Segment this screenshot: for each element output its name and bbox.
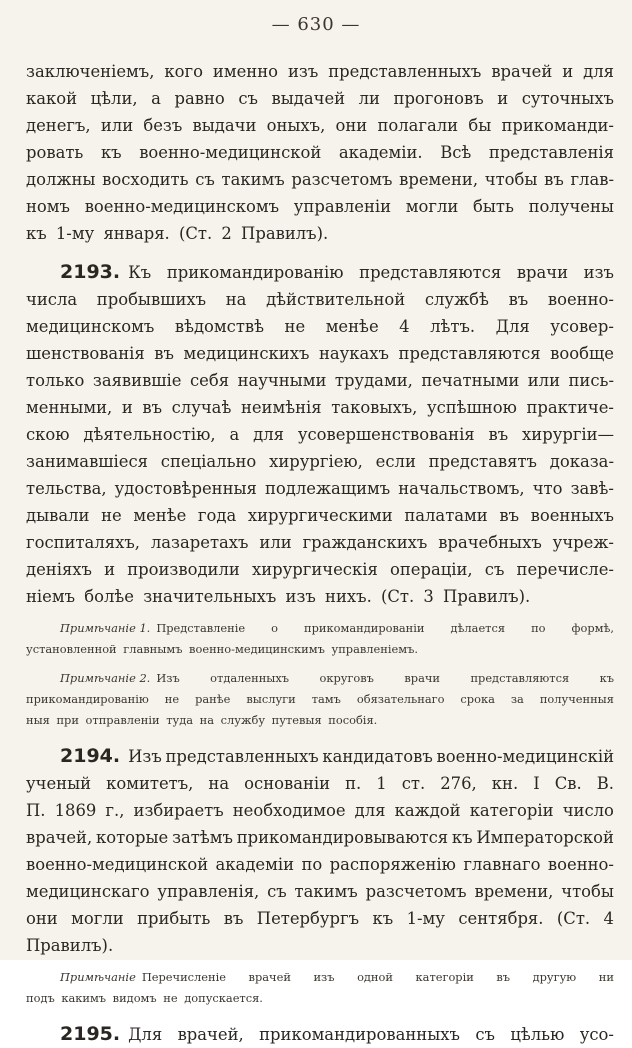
text-line: къ 1-му января. (Ст. 2 Правилъ). <box>26 224 329 243</box>
note-first-line: Примѣчаніе 1. Представленіе о прикомандированіи дѣлается по формѣ, <box>60 621 614 635</box>
text-line: медицинскомъ вѣдомствѣ не менѣе 4 лѣтъ. Для усовер- <box>26 317 614 336</box>
text-line: ученый комитетъ, на основаніи п. 1 ст. 276, кн. I Св. В. <box>26 774 614 793</box>
article-first-line: 2195. Для врачей, прикомандированныхъ съ цѣлью усо- <box>60 1023 614 1045</box>
text-line: числа пробывшихъ на дѣйствительной службѣ въ военно- <box>26 290 614 309</box>
note-1 <box>26 618 614 660</box>
article-first-line: 2194. Изъ представленныхъ кандидатовъ военно-медицинскій <box>60 745 614 767</box>
article-2193 <box>26 259 614 610</box>
text-line: ніемъ болѣе значительныхъ изъ нихъ. (Ст. 3 Правилъ). <box>26 587 531 606</box>
article-number: 2194. <box>60 745 121 767</box>
note-label: Примѣчаніе 1. <box>60 621 151 635</box>
text-line: врачей, которые затѣмъ прикомандировываются къ Императорской <box>26 828 614 847</box>
article-first-line: 2193. Къ прикомандированію представляются врачи изъ <box>60 261 614 283</box>
text-line: какой цѣли, а равно съ выдачей ли прогоновъ и суточныхъ <box>26 89 614 108</box>
text-line: деніяхъ и производили хирургическія операціи, съ перечисле- <box>26 560 614 579</box>
article-body <box>26 286 614 610</box>
article-body <box>26 770 614 959</box>
text-line: тельства, удостовѣренныя подлежащимъ начальствомъ, что завѣ- <box>26 479 614 498</box>
page-number: — 630 — <box>271 14 361 35</box>
note-first-line: Примѣчаніе Перечисленіе врачей изъ одной категоріи въ другую ни <box>60 970 614 984</box>
text-line: скою дѣятельностію, а для усовершенствованія въ хирургіи— <box>26 425 614 444</box>
text-line: П. 1869 г., избираетъ необходимое для каждой категоріи число <box>26 801 614 820</box>
note-last-line: подъ какимъ видомъ не допускается. <box>26 991 263 1005</box>
text-line: только заявившіе себя научными трудами, печатными или пись- <box>26 371 614 390</box>
note-body <box>26 689 614 731</box>
text-line: Правилъ). <box>26 936 114 955</box>
text-line: ровать къ военно-медицинской академіи. Всѣ представленія <box>26 143 614 162</box>
note-label: Примѣчаніе 2. <box>60 671 151 685</box>
text-line: дывали не менѣе года хирургическими палатами въ военныхъ <box>26 506 614 525</box>
text-line: прикомандированію не ранѣе выслуги тамъ обязательнаго срока за полученныя <box>26 692 614 706</box>
note-2 <box>26 668 614 731</box>
text-line: менными, и въ случаѣ неимѣнія таковыхъ, успѣшною практиче- <box>26 398 614 417</box>
text-line: госпиталяхъ, лазаретахъ или гражданскихъ врачебныхъ учреж- <box>26 533 614 552</box>
note-last-line: установленной главнымъ военно-медицинскимъ управленіемъ. <box>26 642 418 656</box>
article-number: 2193. <box>60 261 121 283</box>
article-2195 <box>26 1021 614 1048</box>
note-first-line: Примѣчаніе 2. Изъ отдаленныхъ округовъ врачи представляются къ <box>60 671 614 685</box>
text-line: военно-медицинской академіи по распоряженію главнаго военно- <box>26 855 614 874</box>
text-line: заключеніемъ, кого именно изъ представленныхъ врачей и для <box>26 62 614 81</box>
text-line: они могли прибыть въ Петербургъ къ 1-му сентября. (Ст. 4 <box>26 909 614 928</box>
text-line: медицинскаго управленія, съ такимъ разсчетомъ времени, чтобы <box>26 882 614 901</box>
note-3 <box>26 967 614 1009</box>
article-number: 2195. <box>60 1023 121 1045</box>
text-line: ныя при отправленіи туда на службу путевыя пособія. <box>26 713 378 727</box>
paragraph-continuation <box>26 58 614 247</box>
page-body <box>26 58 614 1048</box>
article-2194 <box>26 743 614 959</box>
text-line: денегъ, или безъ выдачи оныхъ, они полагали бы прикоманди- <box>26 116 614 135</box>
text-line: шенствованія въ медицинскихъ наукахъ представляются вообще <box>26 344 614 363</box>
text-line: номъ военно-медицинскомъ управленіи могли быть получены <box>26 197 614 216</box>
text-line: занимавшіеся спеціально хирургіею, если представятъ доказа- <box>26 452 614 471</box>
text-line: должны восходить съ такимъ разсчетомъ времени, чтобы въ глав- <box>26 170 614 189</box>
note-label: Примѣчаніе <box>60 970 136 984</box>
